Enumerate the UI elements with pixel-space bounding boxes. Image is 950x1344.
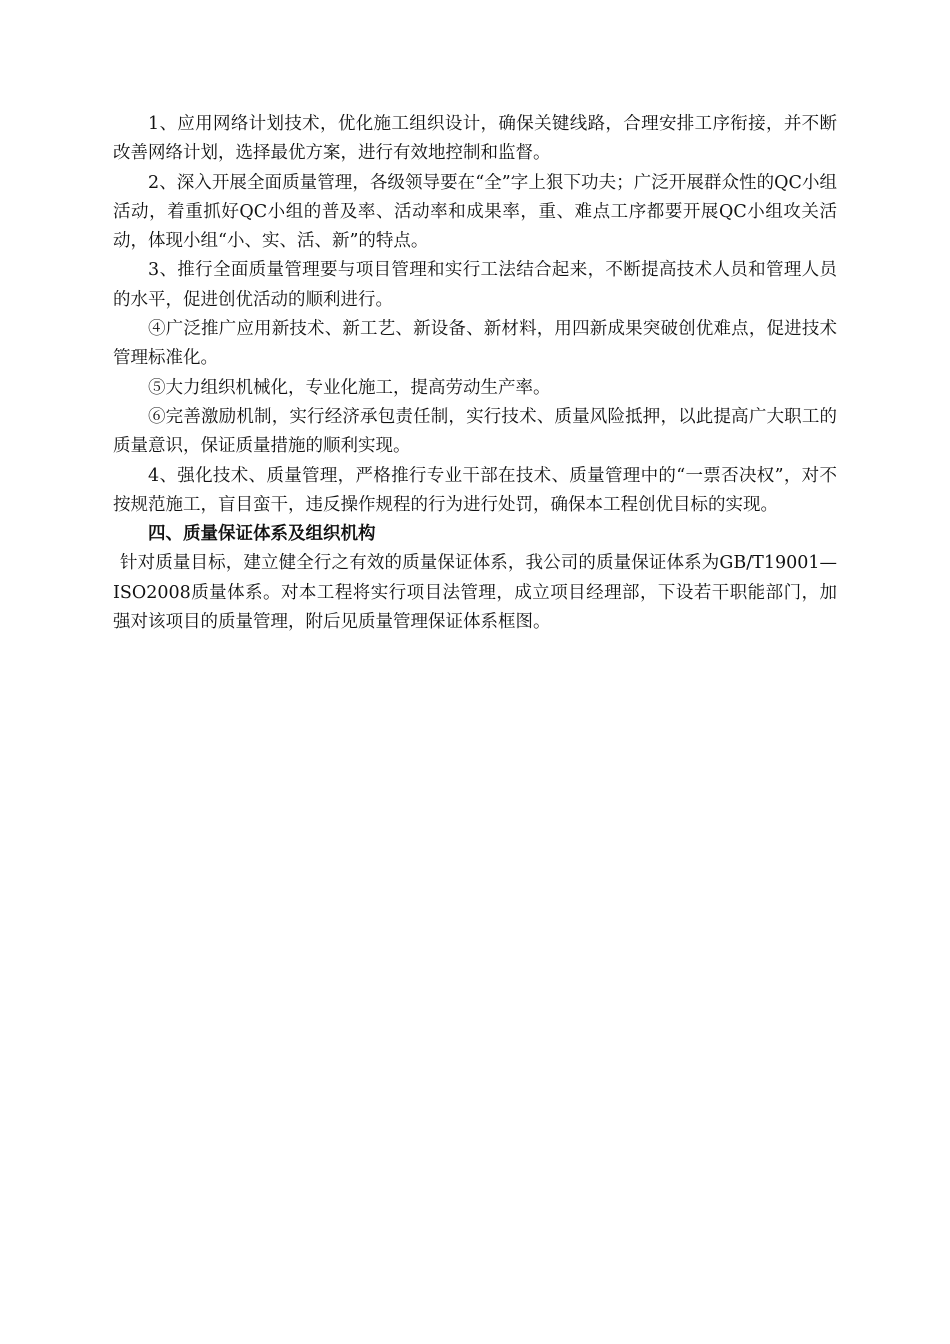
paragraph-5: ⑤大力组织机械化，专业化施工，提高劳动生产率。 [148,377,551,398]
paragraph-1: 1、应用网络计划技术，优化施工组织设计，确保关键线路，合理安排工序衔接，并不断改善网络计划，选择最优方案，进行有效地控制和监督。 [113,114,837,164]
paragraph-3: 3、推行全面质量管理要与项目管理和实行工法结合起来，不断提高技术人员和管理人员的水平，促进创优活动的顺利进行。 [113,260,837,310]
paragraph-7: 4、强化技术、质量管理，严格推行专业干部在技术、质量管理中的“一票否决权”，对不按规范施工，盲目蛮干，违反操作规程的行为进行处罚，确保本工程创优目标的实现。 [113,465,837,515]
paragraph-2: 2、深入开展全面质量管理，各级领导要在“全”字上狠下功夫；广泛开展群众性的QC小组活动，着重抓好QC小组的普及率、活动率和成果率，重、难点工序都要开展QC小组攻关活动，体现小组“小、实、活、新”的特点。 [113,172,837,252]
section-heading: 四、质量保证体系及组织机构 [148,524,376,545]
paragraph-4: ④广泛推广应用新技术、新工艺、新设备、新材料，用四新成果突破创优难点，促进技术管理标准化。 [113,319,837,369]
paragraph-6: ⑥完善激励机制，实行经济承包责任制，实行技术、质量风险抵押，以此提高广大职工的质量意识，保证质量措施的顺利实现。 [113,406,837,457]
closing-paragraph: 针对质量目标，建立健全行之有效的质量保证体系，我公司的质量保证体系为GB/T19001—ISO2008质量体系。对本工程将实行项目法管理，成立项目经理部，下设若干职能部门，加强对该项目的质量管理，附后见质量管理保证体系框图。 [113,553,837,633]
document-body [113,110,837,637]
